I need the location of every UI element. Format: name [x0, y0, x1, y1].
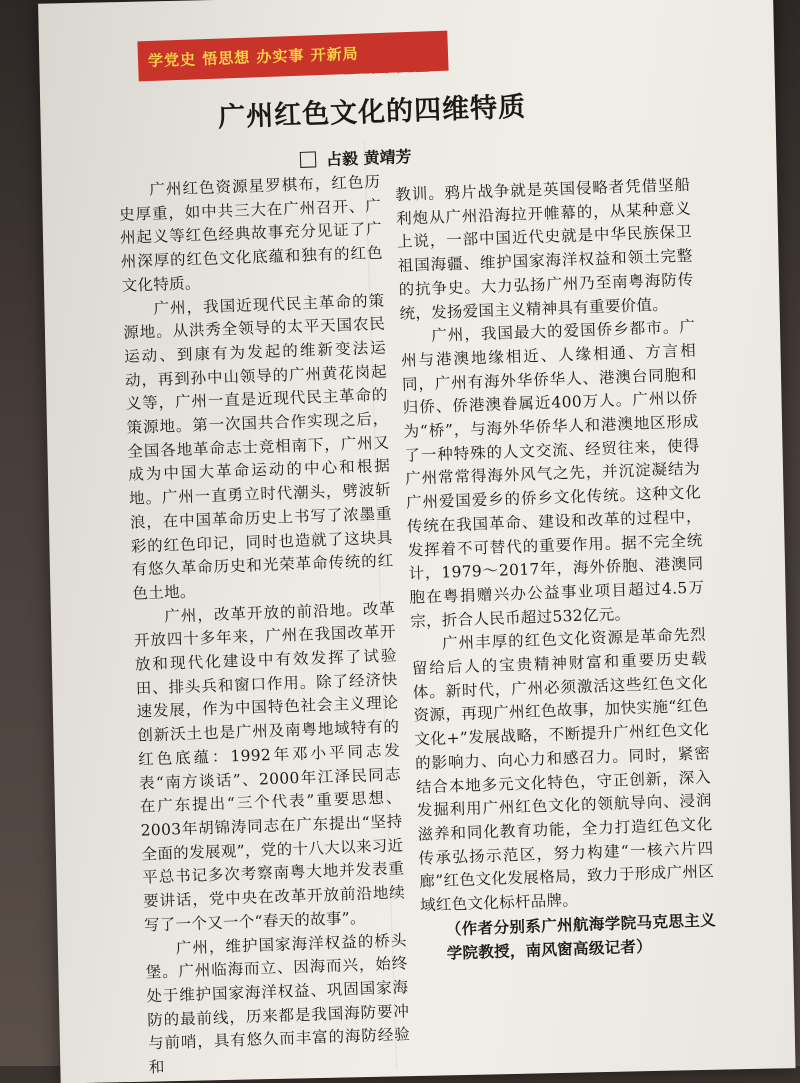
- byline-square-icon: [300, 151, 317, 168]
- right-column: [395, 174, 717, 966]
- author-names: 占毅 黄靖芳: [325, 147, 412, 170]
- article-title: 广州红色文化的四维特质: [217, 91, 527, 134]
- paragraph-continuation: 教训。鸦片战争就是英国侵略者凭借坚船利炮从广州沿海拉开帷幕的，从某种意义上说，一部中国近代史就是中华民族保卫祖国海疆、维护国家海洋权益和领土完整的抗争史。大力弘扬广州乃至南粤海防传统，发扬爱国主义精神具有重要价值。: [395, 175, 694, 323]
- banner-subtitle: 理论征文选登: [339, 56, 431, 78]
- paragraph: 广州，我国最大的爱国侨乡都市。广州与港澳地缘相近、人缘相通、方言相同，广州有海外华侨华人、港澳台同胞和归侨、侨港澳眷属近400万人。广州以侨为“桥”，与海外华侨华人和港澳地区形成了一种特殊的人文交流、经贸往来，使得广州常常得海外风气之先，并沉淀凝结为广州爱国爱乡的侨乡文化传统。这种文化传统在我国革命、建设和改革的过程中，发挥着不可替代的重要作用。据不完全统计，1979～2017年，海外侨胞、港澳同胞在粤捐赠兴办公益事业项目超过4.5万宗，折合人民币超过532亿元。: [400, 317, 705, 631]
- banner-slogan: 学党史 悟思想 办实事 开新局: [147, 44, 359, 71]
- paragraph: 广州，改革开放的前沿地。改革开放四十多年来，广州在我国改革开放和现代化建设中有效发挥了试验田、排头兵和窗口作用。除了经济快速发展，作为中国特色社会主义理论创新沃土也是广州及南粤地域特有的红色底蕴：1992年邓小平同志发表“南方谈话”、2000年江泽民同志在广东提出“三个代表”重要思想、2003年胡锦涛同志在广东提出“坚持全面的发展观”，党的十八大以来习近平总书记多次考察南粤大地并发表重要讲话，党中央在改革开放前沿地续写了一个又一个“春天的故事”。: [133, 599, 406, 935]
- paragraph: 广州，维护国家海洋权益的桥头堡。广州临海而立、因海而兴，始终处于维护国家海洋权益、巩固国家海防的最前线，历来都是我国海防要冲与前哨，具有悠久而丰富的海防经验和: [145, 930, 411, 1077]
- byline: [300, 144, 412, 171]
- paragraph: 广州，我国近现代民主革命的策源地。从洪秀全领导的太平天国农民运动、到康有为发起的维新变法运动，再到孙中山领导的广州黄花岗起义等，广州一直是近现代民主革命的策源地。第一次国共合作实现之后，全国各地革命志士竞相南下，广州又成为中国大革命运动的中心和根据地。广州一直勇立时代潮头，劈波斩浪，在中国革命历史上书写了浓墨重彩的红色印记，同时也造就了这块具有悠久革命历史和光荣革命传统的红色土地。: [123, 291, 394, 603]
- paragraph: 广州丰厚的红色文化资源是革命先烈留给后人的宝贵精神财富和重要历史载体。新时代，广州必须激活这些红色文化资源，再现广州红色故事，加快实施“红色文化+”发展战略，不断提升广州红色文化的影响力、向心力和感召力。同时，紧密结合本地多元文化特色，守正创新，深入发掘利用广州红色文化的领航导向、浸润滋养和同化教育功能，全力打造红色文化传承弘扬示范区，努力构建“一核六片四廊”红色文化发展格局，致力于形成广州区域红色文化标杆品牌。: [411, 625, 715, 915]
- left-column: [118, 171, 411, 1080]
- paragraph: 广州红色资源星罗棋布，红色历史厚重，如中共三大在广州召开、广州起义等红色经典故事充分见证了广州深厚的红色文化底蕴和独有的红色文化特质。: [118, 172, 384, 295]
- author-note: （作者分别系广州航海学院马克思主义学院教授，南风窗高级记者）: [445, 910, 717, 963]
